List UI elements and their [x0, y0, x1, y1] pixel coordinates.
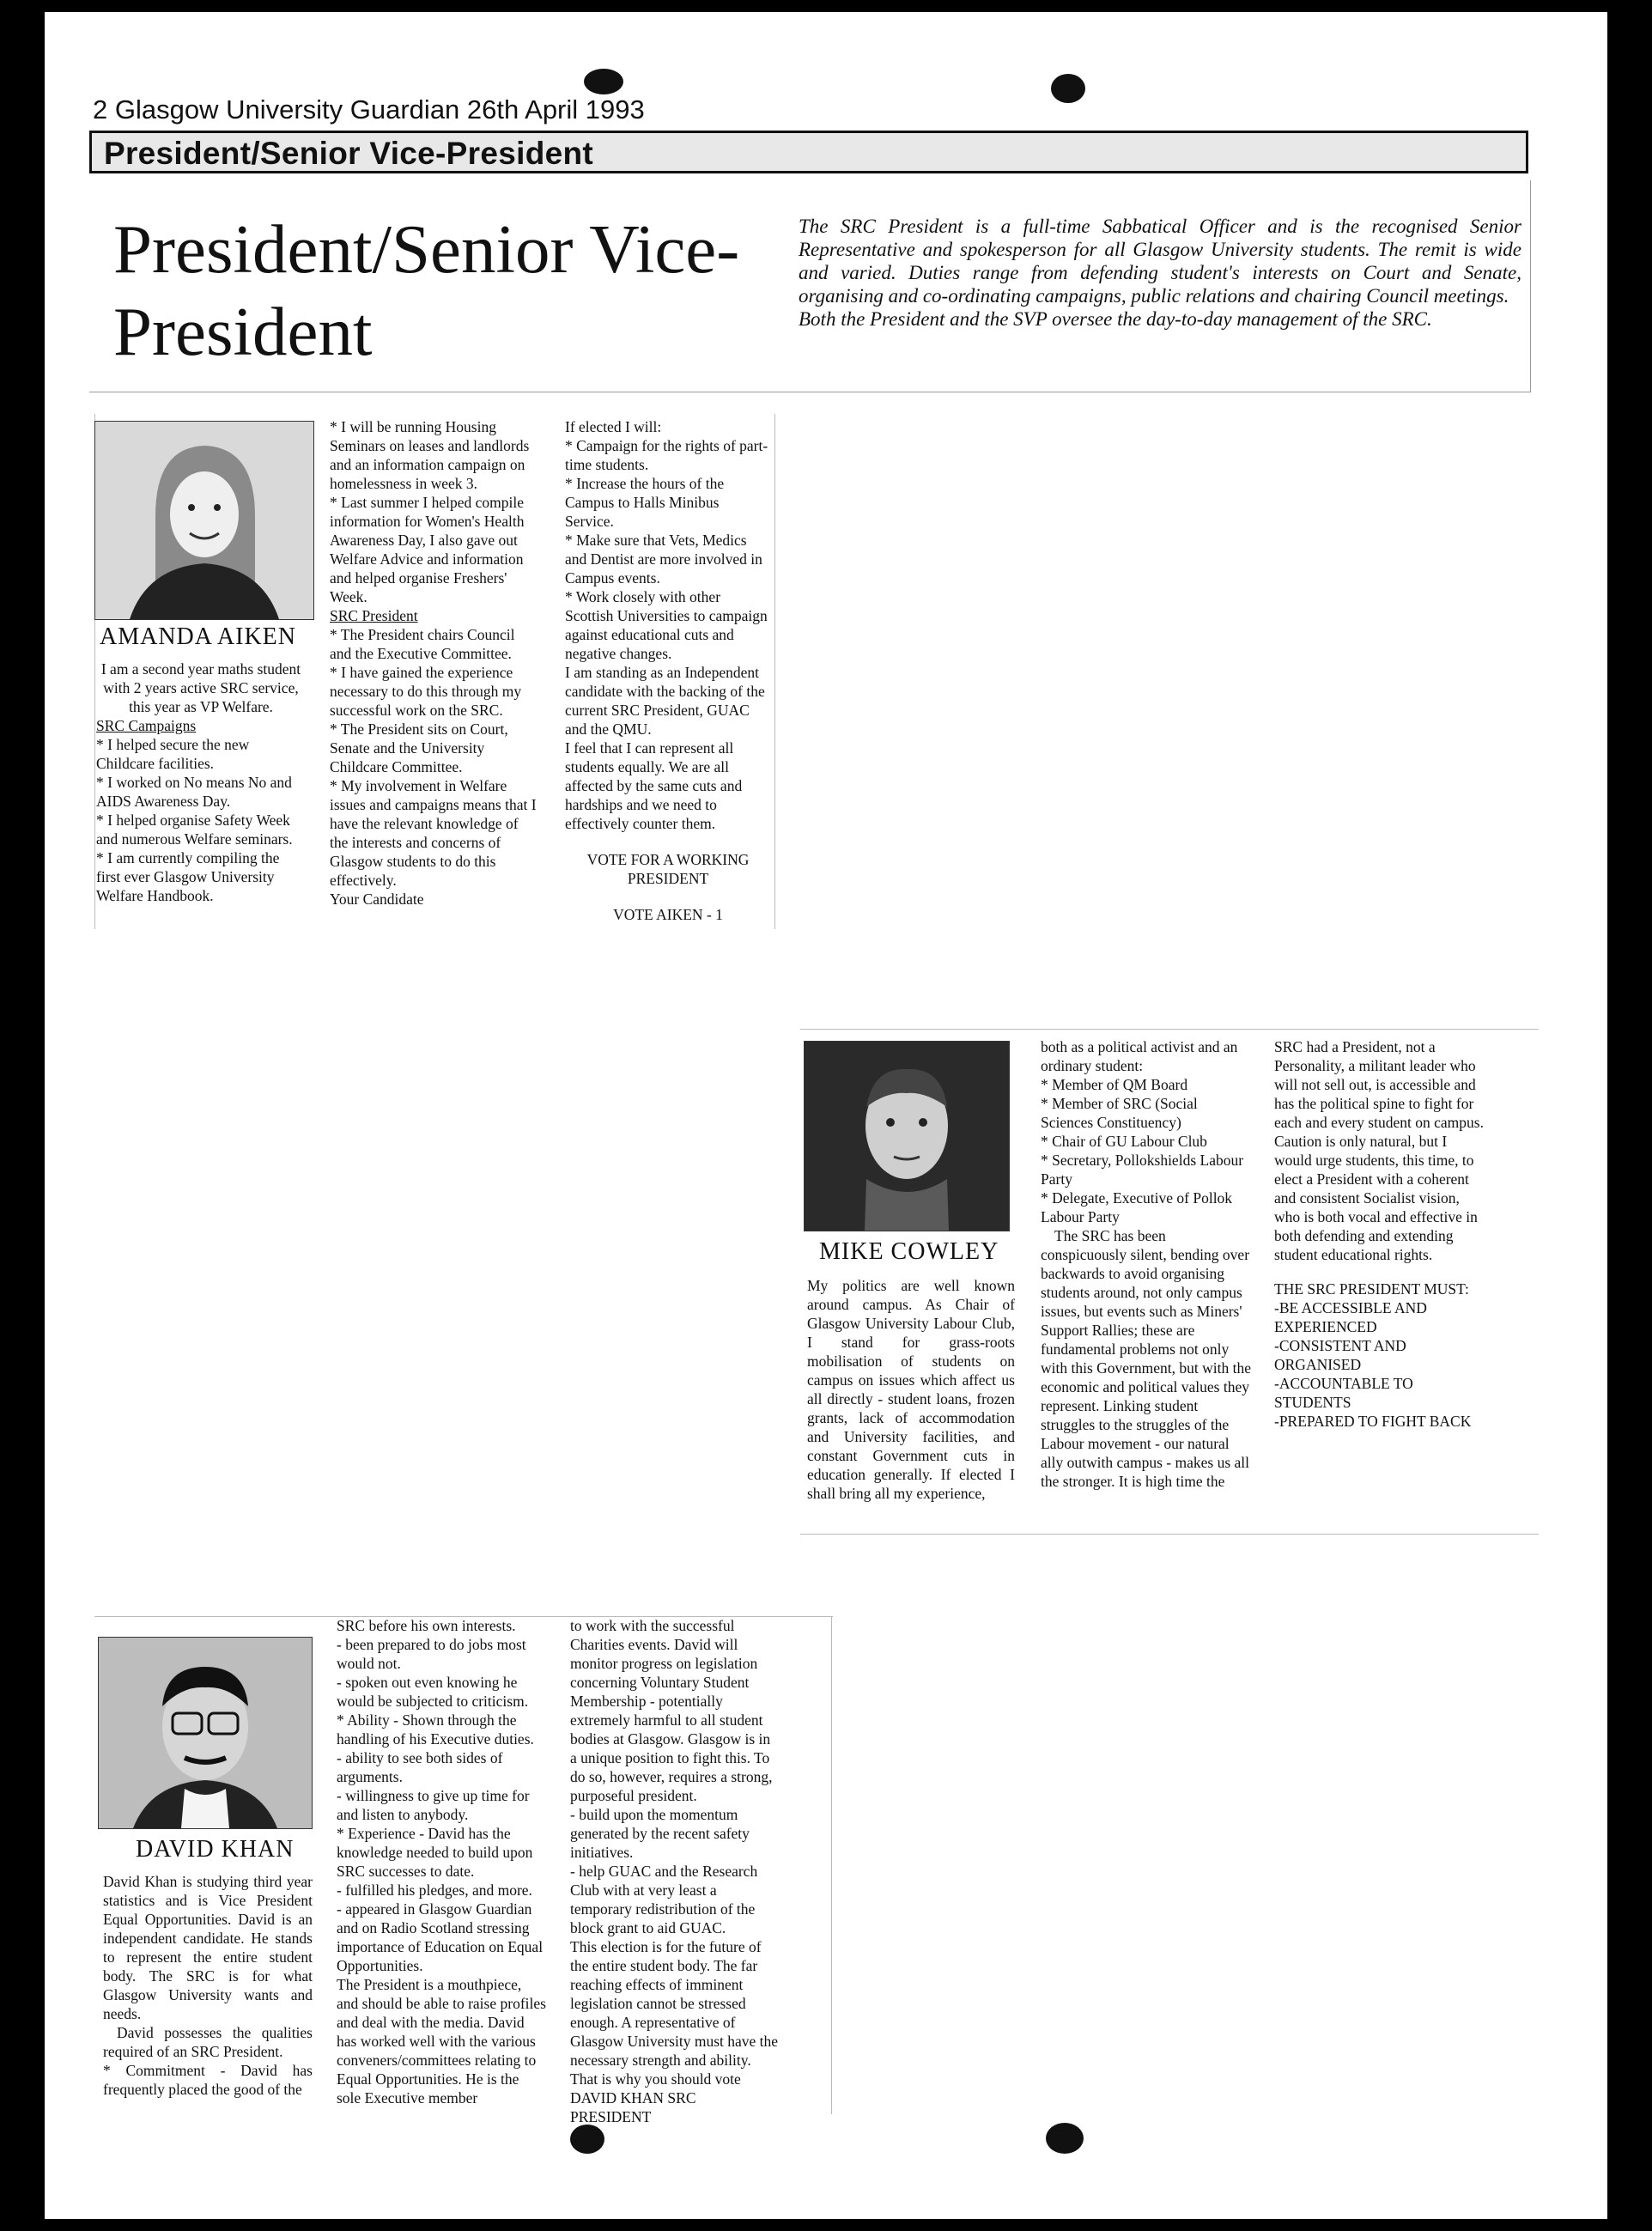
khan-text: - willingness to give up time for and listen to anybody. — [337, 1787, 530, 1823]
aiken-text: * Make sure that Vets, Medics and Dentist are more involved in Campus events. — [565, 532, 762, 587]
aiken-vote: VOTE AIKEN - 1 — [613, 906, 723, 923]
aiken-text: * I will be running Housing Seminars on leases and landlords and an information campaign on homelessness in week 3. — [330, 418, 530, 492]
divider — [800, 1029, 1539, 1030]
khan-text: - ability to see both sides of arguments. — [337, 1749, 503, 1785]
divider — [800, 1534, 1539, 1535]
aiken-text: * Campaign for the rights of part-time students. — [565, 437, 768, 473]
aiken-text: Your Candidate — [330, 891, 424, 908]
khan-text: * Commitment - David has frequently placed the good of the — [103, 2062, 313, 2098]
khan-text: to work with the successful Charities events. David will monitor progress on legislation concerning Voluntary Student Membership - potentially extremely harmful to all student bodies at Glasgow. Glasgow is in a unique position to fight this. To do so, however, requires a strong, purposeful president. — [570, 1617, 773, 1804]
khan-text: David possesses the qualities required of an SRC President. — [103, 2024, 313, 2060]
candidate-name-khan: DAVID KHAN — [136, 1836, 295, 1863]
scan-mark-icon — [1051, 74, 1085, 103]
aiken-slogan: VOTE FOR A WORKING PRESIDENT — [586, 851, 750, 887]
aiken-text: * Increase the hours of the Campus to Halls Minibus Service. — [565, 475, 725, 530]
cowley-column-2 — [1041, 1037, 1252, 1491]
page-header: 2 Glasgow University Guardian 26th April 1993 — [93, 94, 645, 125]
cowley-text: * Member of SRC (Social Sciences Constituency) — [1041, 1095, 1198, 1131]
aiken-text: * I helped organise Safety Week and numerous Welfare seminars. — [96, 812, 293, 848]
khan-text: David Khan is studying third year statistics and is Vice President Equal Opportunities. David is an independent candidate. He stands to represent the entire student body. The SRC is for what Glasgow University wants and needs. — [103, 1873, 313, 2022]
newspaper-page — [45, 12, 1607, 2219]
cowley-text: * Delegate, Executive of Pollok Labour Party — [1041, 1189, 1233, 1225]
intro-paragraph: Both the President and the SVP oversee the day-to-day management of the SRC. — [799, 308, 1432, 330]
cowley-column-1 — [807, 1276, 1015, 1503]
khan-text: This election is for the future of the entire student body. The far reaching effects of imminent legislation cannot be stressed enough. A representative of Glasgow University must have the necessary strength and ability. That is why you should vote — [570, 1938, 779, 2088]
cowley-text: The SRC has been conspicuously silent, bending over backwards to avoid organising students around, not only campus issues, but events such as Miners' Support Rallies; these are fundamental problems not only with this Government, but with the economic and political values they represent. Linking student struggles to the struggles of the Labour movement - our natural ally outwith campus - makes us all the stronger. It is high time the — [1041, 1227, 1251, 1490]
scan-mark-icon — [570, 2125, 604, 2154]
cowley-text: * Member of QM Board — [1041, 1076, 1188, 1093]
aiken-text: If elected I will: — [565, 418, 662, 435]
aiken-text: * The President chairs Council and the Executive Committee. — [330, 626, 515, 662]
khan-text: SRC before his own interests. — [337, 1617, 516, 1634]
khan-text: * Experience - David has the knowledge needed to build upon SRC successes to date. — [337, 1825, 533, 1880]
aiken-subhead: SRC President — [330, 607, 418, 624]
scan-mark-icon — [584, 69, 623, 94]
aiken-text: * Work closely with other Scottish Universities to campaign against educational cuts and negative changes. — [565, 588, 768, 662]
khan-text: - appeared in Glasgow Guardian and on Radio Scotland stressing importance of Education on Equal Opportunities. — [337, 1900, 544, 1974]
cowley-text: THE SRC PRESIDENT MUST: — [1274, 1280, 1469, 1298]
page-headline: President/Senior Vice-President — [113, 210, 740, 370]
khan-text: * Ability - Shown through the handling of his Executive duties. — [337, 1711, 534, 1748]
intro-paragraph: The SRC President is a full-time Sabbatical Officer and is the recognised Senior Representative and spokesperson for all Glasgow University students. The remit is wide and varied. Duties range from defending student's interests on Court and Senate, organising and co-ordinating campaigns, public relations and chairing Council meetings. — [799, 216, 1521, 307]
section-banner — [89, 131, 1528, 173]
aiken-subhead: SRC Campaigns — [96, 717, 197, 734]
aiken-text: * I helped secure the new Childcare facilities. — [96, 736, 250, 772]
aiken-column-3 — [565, 417, 771, 924]
candidate-photo-khan — [98, 1637, 313, 1829]
cowley-text: -ACCOUNTABLE TO STUDENTS — [1274, 1375, 1413, 1411]
aiken-text: * I am currently compiling the first ever Glasgow University Welfare Handbook. — [96, 849, 280, 904]
intro-text — [799, 215, 1521, 331]
khan-column-2 — [337, 1616, 546, 2107]
cowley-text: -PREPARED TO FIGHT BACK — [1274, 1413, 1472, 1430]
cowley-text: * Chair of GU Labour Club — [1041, 1133, 1207, 1150]
candidate-name-aiken: AMANDA AIKEN — [100, 623, 296, 650]
khan-text: - help GUAC and the Research Club with at very least a temporary redistribution of the block grant to aid GUAC. — [570, 1863, 758, 1936]
cowley-text: * Secretary, Pollokshields Labour Party — [1041, 1152, 1244, 1188]
khan-column-3 — [570, 1616, 780, 2126]
divider — [774, 414, 775, 929]
aiken-text: I feel that I can represent all students equally. We are all affected by the same cuts and hardships and we need to effectively counter them. — [565, 739, 743, 832]
scan-mark-icon — [1046, 2123, 1084, 2154]
khan-text: - spoken out even knowing he would be subjected to criticism. — [337, 1674, 529, 1710]
khan-text: - build upon the momentum generated by the recent safety initiatives. — [570, 1806, 750, 1861]
aiken-column-1 — [96, 660, 306, 905]
aiken-text: I am a second year maths student with 2 years active SRC service, this year as VP Welfare. — [100, 660, 301, 715]
khan-text: - been prepared to do jobs most would not. — [337, 1636, 526, 1672]
aiken-text: * I have gained the experience necessary to do this through my successful work on the SRC. — [330, 664, 522, 719]
section-title: President/Senior Vice-President — [104, 136, 593, 171]
khan-column-1 — [103, 1872, 313, 2099]
cowley-text: -CONSISTENT AND ORGANISED — [1274, 1337, 1406, 1373]
aiken-text: * I worked on No means No and AIDS Awareness Day. — [96, 774, 292, 810]
cowley-text: SRC had a President, not a Personality, a militant leader who will not sell out, is accessible and has the political spine to fight for each and every student on campus. Caution is only natural, but I would urge students, this time, to elect a President with a coherent and consistent Socialist vision, who is both vocal and effective in both defending and extending student educational rights. — [1274, 1038, 1484, 1263]
divider — [831, 1616, 832, 2114]
khan-text: The President is a mouthpiece, and should be able to raise profiles and deal with the media. David has worked well with the various conveners/committees relating to Equal Opportunities. He is the sole Executive member — [337, 1976, 546, 2106]
aiken-column-2 — [330, 417, 539, 909]
cowley-text: both as a political activist and an ordinary student: — [1041, 1038, 1238, 1074]
aiken-text: * My involvement in Welfare issues and campaigns means that I have the relevant knowledge of the interests and concerns of Glasgow students to do this effectively. — [330, 777, 537, 889]
aiken-text: * Last summer I helped compile information for Women's Health Awareness Day, I also gave out Welfare Advice and information and helped organise Freshers' Week. — [330, 494, 525, 605]
candidate-photo-aiken — [94, 421, 314, 620]
aiken-text: I am standing as an Independent candidate with the backing of the current SRC President, GUAC and the QMU. — [565, 664, 765, 738]
cowley-text: My politics are well known around campus. As Chair of Glasgow University Labour Club, I stand for grass-roots mobilisation of students on campus on issues which affect us all directly - student loans, frozen grants, lack of accommodation and University facilities, and constant Government cuts in education generally. If elected I shall bring all my experience, — [807, 1277, 1015, 1502]
khan-text: DAVID KHAN SRC PRESIDENT — [570, 2089, 696, 2125]
cowley-column-3 — [1274, 1037, 1484, 1431]
aiken-text: * The President sits on Court, Senate and the University Childcare Committee. — [330, 720, 508, 775]
candidate-name-cowley: MIKE COWLEY — [819, 1238, 999, 1265]
candidate-photo-cowley — [804, 1041, 1010, 1231]
cowley-text: -BE ACCESSIBLE AND EXPERIENCED — [1274, 1299, 1427, 1335]
khan-text: - fulfilled his pledges, and more. — [337, 1881, 532, 1899]
